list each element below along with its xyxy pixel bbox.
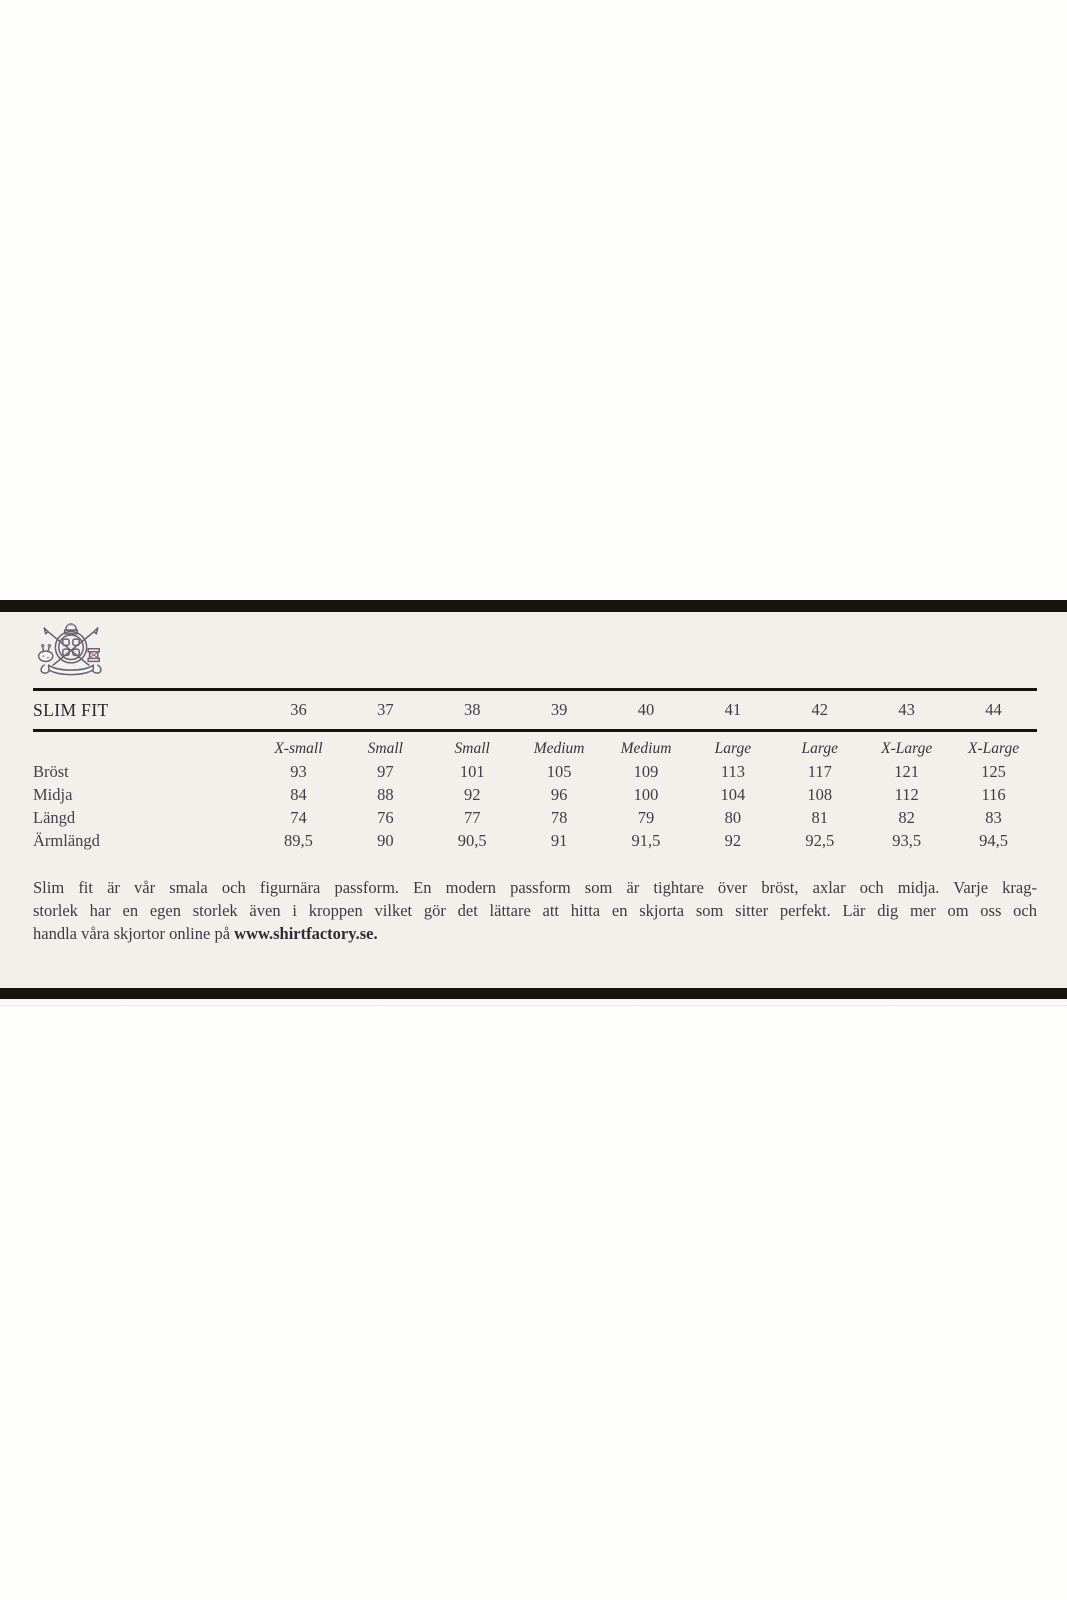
measurement-value-cell: 112 — [894, 784, 919, 804]
collar-size-cell: 37 — [377, 700, 394, 719]
measurement-value-cell: 91 — [550, 830, 568, 850]
size-name-cell: X-Large — [968, 740, 1020, 757]
logo-container — [33, 612, 1037, 680]
description-line: storlek har en egen storlek även i kroppen vilket gör det lättare att hitta en skjorta som sitter perfekt. Lär dig mer om oss och — [33, 901, 1037, 920]
size-name-cell: Small — [454, 740, 490, 757]
rule-below-header — [33, 729, 1037, 732]
measurement-value-cell: 92 — [463, 784, 481, 804]
measurement-value-cell: 83 — [985, 807, 1002, 827]
measurement-value-cell: 88 — [377, 784, 394, 804]
size-name-cell: X-small — [274, 740, 323, 757]
measurement-value-cell: 125 — [981, 761, 1006, 781]
size-name-cell: Medium — [620, 740, 672, 757]
measurement-value-cell: 101 — [459, 761, 485, 781]
backdrop-bottom — [0, 1006, 1067, 1600]
measurement-value-cell: 82 — [898, 807, 915, 827]
measurement-row — [33, 783, 1037, 806]
measurement-value-cell: 76 — [377, 807, 394, 827]
size-chart-card — [0, 612, 1067, 988]
measurement-value-cell: 113 — [720, 761, 745, 781]
measurement-value-cell: 97 — [377, 761, 394, 781]
shirtfactory-crest-logo — [33, 616, 109, 680]
measurement-value-cell: 117 — [807, 761, 832, 781]
measurement-value-cell: 80 — [724, 807, 742, 827]
measurement-value-cell: 96 — [550, 784, 568, 804]
description-line-prefix: handla våra skjortor online på — [33, 924, 235, 943]
measurement-value-cell: 79 — [637, 807, 655, 827]
measurement-value-cell: 116 — [981, 784, 1006, 804]
collar-size-cell: 39 — [550, 700, 568, 719]
size-name-cell: Large — [801, 740, 838, 757]
description-line: Slim fit är vår smala och figurnära passform. En modern passform som är tightare över bröst, axlar och midja. Varje krag- — [33, 878, 1037, 897]
collar-size-cell: 38 — [463, 700, 481, 719]
measurement-value-cell: 91,5 — [631, 830, 661, 850]
measurement-row — [33, 760, 1037, 783]
size-name-cell: Large — [714, 740, 752, 757]
card-edge-shadow — [0, 999, 1067, 1006]
measurement-value-cell: 78 — [550, 807, 568, 827]
measurement-value-cell: 84 — [290, 784, 307, 804]
collar-size-cell: 40 — [637, 700, 655, 719]
size-chart-header-row — [33, 691, 1037, 729]
size-names-row — [33, 738, 1037, 760]
measurement-row — [33, 829, 1037, 852]
collar-size-cell: 43 — [898, 700, 915, 719]
measurement-value-cell: 105 — [546, 761, 572, 781]
collar-size-cell: 41 — [724, 700, 742, 719]
card-top-border — [0, 600, 1067, 612]
measurement-row-label: Längd — [33, 807, 76, 827]
measurement-value-cell: 104 — [720, 784, 746, 804]
measurement-row-label: Bröst — [33, 761, 69, 781]
measurement-value-cell: 81 — [811, 807, 829, 827]
measurement-row-label: Ärmlängd — [33, 830, 100, 850]
measurement-value-cell: 100 — [633, 784, 659, 804]
measurement-value-cell: 94,5 — [979, 830, 1008, 850]
collar-size-cell: 44 — [985, 700, 1002, 719]
size-name-cell: X-Large — [881, 740, 933, 757]
measurement-value-cell: 92 — [724, 830, 742, 850]
size-name-cell: Small — [367, 740, 403, 757]
measurement-value-cell: 108 — [807, 784, 833, 804]
website-url: www.shirtfactory.se. — [234, 924, 378, 943]
measurement-value-cell: 121 — [894, 761, 920, 781]
description-paragraph — [33, 876, 1037, 945]
collar-size-cell: 42 — [811, 700, 829, 719]
measurement-rows — [33, 760, 1037, 852]
measurement-row-label: Midja — [33, 784, 73, 804]
fit-label: SLIM FIT — [33, 699, 109, 720]
measurement-row — [33, 806, 1037, 829]
measurement-value-cell: 92,5 — [805, 830, 835, 850]
measurement-value-cell: 109 — [633, 761, 659, 781]
measurement-value-cell: 93,5 — [892, 830, 922, 850]
collar-size-cell: 36 — [290, 700, 307, 719]
backdrop-top — [0, 0, 1067, 600]
measurement-value-cell: 89,5 — [284, 830, 313, 850]
size-name-cell: Medium — [533, 740, 585, 757]
measurement-value-cell: 93 — [290, 761, 307, 781]
measurement-value-cell: 74 — [290, 807, 307, 827]
measurement-value-cell: 90,5 — [457, 830, 487, 850]
measurement-value-cell: 90 — [377, 830, 394, 850]
card-bottom-border — [0, 988, 1067, 999]
measurement-value-cell: 77 — [463, 807, 481, 827]
description-line — [33, 922, 1037, 945]
